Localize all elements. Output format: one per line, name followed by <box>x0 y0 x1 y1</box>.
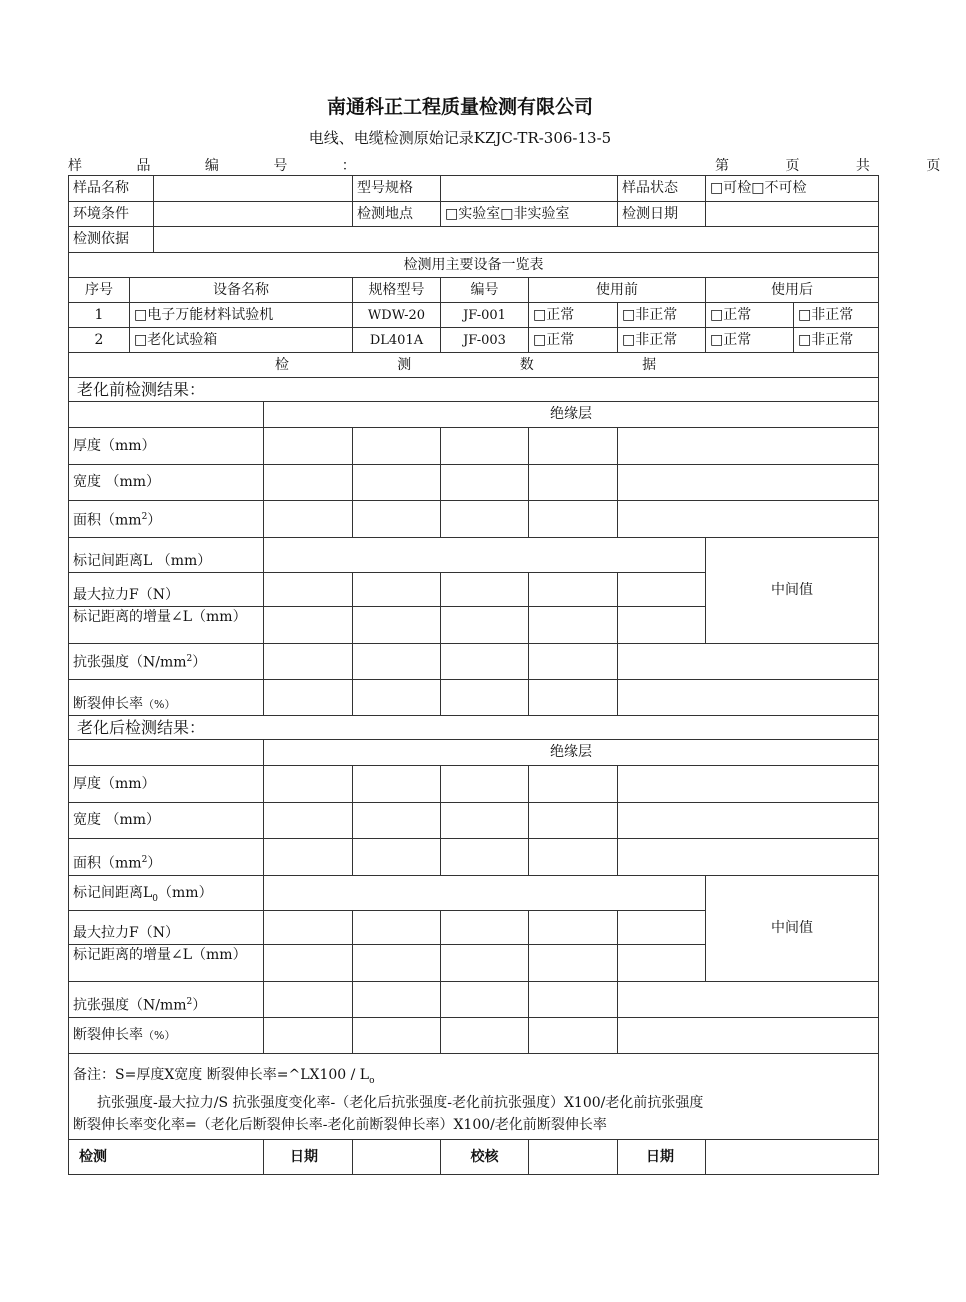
data-cell[interactable] <box>441 680 529 716</box>
data-cell[interactable] <box>529 839 618 876</box>
equip-header-code: 编号 <box>441 278 529 303</box>
equip-code: JF-003 <box>441 328 529 353</box>
median-label: 中间值 <box>706 876 879 982</box>
company-title: 南通科正工程质量检测有限公司 <box>326 96 593 118</box>
data-cell[interactable] <box>441 1018 529 1054</box>
label-env-conditions: 环境条件 <box>69 202 154 227</box>
data-cell[interactable] <box>264 911 353 945</box>
data-cell[interactable] <box>618 428 879 465</box>
data-cell[interactable] <box>353 803 441 839</box>
field-test-basis[interactable] <box>154 227 879 253</box>
data-cell[interactable] <box>618 839 879 876</box>
data-cell[interactable] <box>618 945 706 982</box>
row-label-max-force: 最大拉力F（N） <box>69 573 264 607</box>
field-env-conditions[interactable] <box>154 202 353 227</box>
row-label-gauge-length: 标记间距离L （mm） <box>69 538 264 573</box>
data-cell[interactable] <box>441 982 529 1018</box>
label-sample-name: 样品名称 <box>69 176 154 202</box>
data-cell[interactable] <box>264 573 353 607</box>
equip-name-checkbox[interactable]: □老化试验箱 <box>130 328 353 353</box>
data-cell[interactable] <box>529 982 618 1018</box>
data-cell[interactable] <box>529 803 618 839</box>
data-cell[interactable] <box>353 680 441 716</box>
sample-number-label: 样 品 编 号 ： <box>68 158 381 174</box>
data-cell[interactable] <box>353 766 441 803</box>
data-cell[interactable] <box>264 876 706 911</box>
data-cell[interactable] <box>264 644 353 680</box>
equip-header-after: 使用后 <box>706 278 879 303</box>
data-cell[interactable] <box>441 803 529 839</box>
data-cell[interactable] <box>353 573 441 607</box>
before-abnormal-checkbox[interactable]: □非正常 <box>618 303 706 328</box>
data-cell[interactable] <box>353 945 441 982</box>
data-cell[interactable] <box>441 911 529 945</box>
label-test-location: 检测地点 <box>353 202 441 227</box>
data-cell[interactable] <box>529 766 618 803</box>
note-line-3: 断裂伸长率变化率=（老化后断裂伸长率-老化前断裂伸长率）X100/老化前断裂伸长率 <box>73 1116 607 1133</box>
data-cell[interactable] <box>441 945 529 982</box>
field-sample-name[interactable] <box>154 176 353 202</box>
label-sample-status: 样品状态 <box>618 176 706 202</box>
row-label-tensile-strength: 抗张强度$(N/mm^2)$ <box>69 982 264 1018</box>
equipment-table-title: 检测用主要设备一览表 <box>69 253 879 278</box>
data-cell[interactable] <box>529 465 618 501</box>
row-label-elongation-increment: 标记距离的增量∠L（mm） <box>69 607 264 644</box>
equip-code: JF-001 <box>441 303 529 328</box>
label-tester: 检测 <box>69 1140 264 1175</box>
data-cell[interactable] <box>618 573 706 607</box>
field-test-date[interactable] <box>706 202 879 227</box>
after-normal-checkbox[interactable]: □正常 <box>706 303 794 328</box>
row-label-max-force: 最大拉力F（N） <box>69 911 264 945</box>
insulation-layer-header: 绝缘层 <box>264 740 879 766</box>
data-cell[interactable] <box>441 766 529 803</box>
data-cell[interactable] <box>618 680 879 716</box>
data-cell[interactable] <box>618 501 879 538</box>
after-abnormal-checkbox[interactable]: □非正常 <box>794 303 879 328</box>
data-cell[interactable] <box>529 1018 618 1054</box>
after-abnormal-checkbox[interactable]: □非正常 <box>794 328 879 353</box>
label-test-date: 检测日期 <box>618 202 706 227</box>
data-cell[interactable] <box>441 644 529 680</box>
data-cell[interactable] <box>441 465 529 501</box>
data-cell[interactable] <box>353 644 441 680</box>
data-cell[interactable] <box>618 607 706 644</box>
data-cell[interactable] <box>264 607 353 644</box>
row-label-break-elongation: 断裂伸长率（%） <box>69 680 264 716</box>
before-abnormal-checkbox[interactable]: □非正常 <box>618 328 706 353</box>
row-label-thickness: 厚度（mm） <box>69 428 264 465</box>
data-cell[interactable] <box>618 803 879 839</box>
field-model-spec[interactable] <box>441 176 618 202</box>
form-subtitle: 电线、电缆检测原始记录KZJC-TR-306-13-5 <box>308 129 612 147</box>
test-location-checkboxes[interactable]: □实验室□非实验室 <box>441 202 618 227</box>
data-cell[interactable] <box>618 465 879 501</box>
equip-spec: DL401A <box>353 328 441 353</box>
data-cell[interactable] <box>264 766 353 803</box>
row-label-break-elongation: 断裂伸长率（%） <box>69 1018 264 1054</box>
after-aging-title: 老化后检测结果： <box>69 716 879 740</box>
record-table <box>68 175 879 1175</box>
data-cell[interactable] <box>441 573 529 607</box>
equip-header-name: 设备名称 <box>130 278 353 303</box>
label-review-date: 日期 <box>618 1140 706 1175</box>
data-cell[interactable] <box>441 428 529 465</box>
data-cell[interactable] <box>353 1018 441 1054</box>
test-data-title: 检 测 数 据 <box>69 353 879 378</box>
data-cell[interactable] <box>353 839 441 876</box>
data-cell[interactable] <box>353 607 441 644</box>
equip-no: 1 <box>69 303 130 328</box>
equip-name-checkbox[interactable]: □电子万能材料试验机 <box>130 303 353 328</box>
data-cell[interactable] <box>264 839 353 876</box>
row-label-width: 宽度 （mm） <box>69 803 264 839</box>
field-tester-date[interactable] <box>353 1140 441 1175</box>
data-cell[interactable] <box>618 644 879 680</box>
row-label-thickness: 厚度（mm） <box>69 766 264 803</box>
data-cell[interactable] <box>353 428 441 465</box>
insulation-layer-header: 绝缘层 <box>264 402 879 428</box>
data-cell[interactable] <box>353 911 441 945</box>
data-cell[interactable] <box>529 573 618 607</box>
data-cell[interactable] <box>618 766 879 803</box>
data-cell[interactable] <box>264 680 353 716</box>
row-label-area: 面积$(mm^2)$ <box>69 839 264 876</box>
data-cell[interactable] <box>264 982 353 1018</box>
data-cell[interactable] <box>264 538 706 573</box>
label-reviewer: 校核 <box>441 1140 529 1175</box>
page-count-label: 第 页 共 页 <box>715 158 966 174</box>
data-cell[interactable] <box>441 607 529 644</box>
equip-no: 2 <box>69 328 130 353</box>
data-cell[interactable] <box>264 803 353 839</box>
data-cell[interactable] <box>529 428 618 465</box>
row-label-tensile-strength: 抗张强度$(N/mm^2)$ <box>69 644 264 680</box>
data-cell[interactable] <box>529 644 618 680</box>
label-test-basis: 检测依据 <box>69 227 154 253</box>
row-label-elongation-increment: 标记距离的增量∠L（mm） <box>69 945 264 982</box>
before-normal-checkbox[interactable]: □正常 <box>529 328 618 353</box>
data-cell[interactable] <box>529 607 618 644</box>
equip-header-spec: 规格型号 <box>353 278 441 303</box>
data-cell[interactable] <box>441 839 529 876</box>
label-model-spec: 型号规格 <box>353 176 441 202</box>
data-cell[interactable] <box>264 465 353 501</box>
data-cell[interactable] <box>529 911 618 945</box>
notes-cell <box>69 1054 879 1140</box>
data-cell[interactable] <box>264 945 353 982</box>
note-line-1: 备注：S=厚度X宽度 断裂伸长率=^LX100 / $L_o$ <box>73 1067 375 1086</box>
data-cell[interactable] <box>264 501 353 538</box>
after-normal-checkbox[interactable]: □正常 <box>706 328 794 353</box>
equip-header-before: 使用前 <box>529 278 706 303</box>
equipment-row <box>69 328 879 353</box>
note-line-2: 抗张强度-最大拉力/S 抗张强度变化率-（老化后抗张强度-老化前抗张强度）X100/老化前抗张强度 <box>97 1094 704 1111</box>
data-cell[interactable] <box>618 911 706 945</box>
label-test-date-sign: 日期 <box>264 1140 353 1175</box>
row-label-width: 宽度 （mm） <box>69 465 264 501</box>
data-cell[interactable] <box>264 428 353 465</box>
data-cell[interactable] <box>618 982 879 1018</box>
before-aging-title: 老化前检测结果： <box>69 378 879 402</box>
data-cell[interactable] <box>529 501 618 538</box>
data-cell[interactable] <box>353 982 441 1018</box>
data-cell[interactable] <box>264 1018 353 1054</box>
data-cell[interactable] <box>618 1018 879 1054</box>
equip-spec: WDW-20 <box>353 303 441 328</box>
data-cell[interactable] <box>529 945 618 982</box>
equipment-row <box>69 303 879 328</box>
data-cell[interactable] <box>441 501 529 538</box>
median-label: 中间值 <box>706 538 879 644</box>
row-label-area: 面积$(mm^2)$ <box>69 501 264 538</box>
data-cell[interactable] <box>529 680 618 716</box>
data-cell[interactable] <box>353 501 441 538</box>
sample-status-checkboxes[interactable]: □可检□不可检 <box>706 176 879 202</box>
data-cell[interactable] <box>353 465 441 501</box>
row-label-gauge-length: 标记间距离$L_0(mm)$ <box>69 876 264 911</box>
field-review-date[interactable] <box>706 1140 879 1175</box>
field-reviewer[interactable] <box>529 1140 618 1175</box>
before-normal-checkbox[interactable]: □正常 <box>529 303 618 328</box>
equip-header-no: 序号 <box>69 278 130 303</box>
